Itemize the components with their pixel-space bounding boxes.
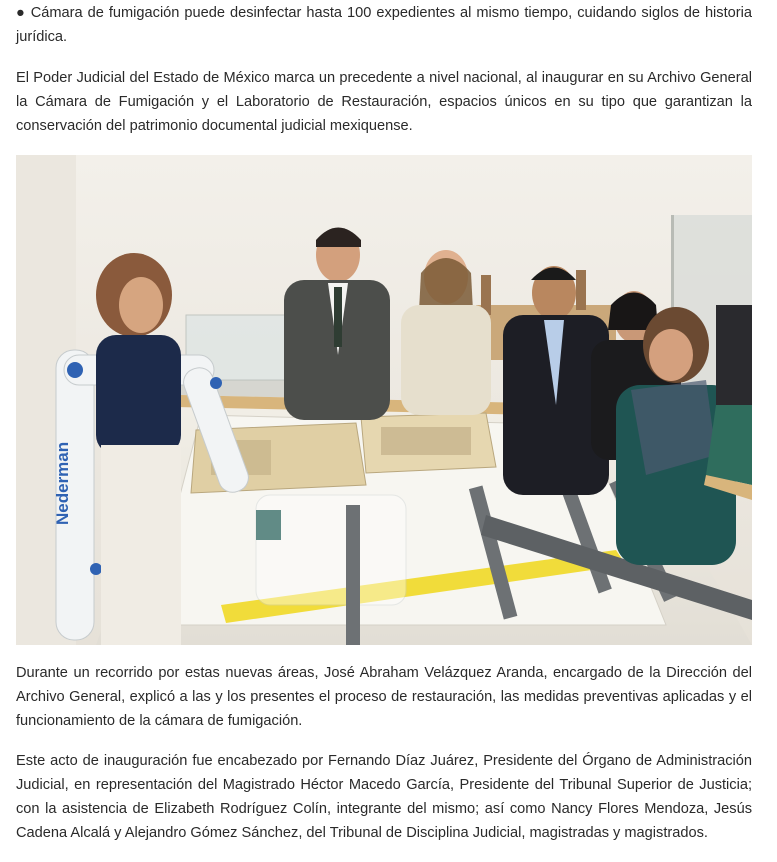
intro-paragraph: El Poder Judicial del Estado de México marca un precedente a nivel nacional, al inaugurar en su Archivo General la Cámara de Fumigación y el Laboratorio de Restauración, espacios únicos en su tipo que garantizan la conservación del patrimonio documental judicial mexiquense.	[16, 70, 752, 134]
attendance-paragraph: Este acto de inauguración fue encabezado por Fernando Díaz Juárez, Presidente del Órgano de Administración Judicial, en representación del Magistrado Héctor Macedo García, Presidente del Tribunal Superior de Justicia; con la asistencia de Elizabeth Rodríguez Colín, integrante del mismo; así como Nancy Flores Mendoza, Jesús Cadena Alcalá y Alejandro Gómez Sánchez, del Tribunal de Disciplina Judicial, magistradas y magistrados.	[16, 753, 752, 841]
arm-brand-label: Nederman	[53, 441, 72, 525]
news-article	[16, 0, 752, 845]
bullet-paragraph: ● Cámara de fumigación puede desinfectar hasta 100 expedientes al mismo tiempo, cuidando siglos de historia jurídica.	[16, 5, 752, 45]
article-photo	[16, 155, 752, 645]
tour-paragraph: Durante un recorrido por estas nuevas áreas, José Abraham Velázquez Aranda, encargado de la Dirección del Archivo General, explicó a las y los presentes el proceso de restauración, las medidas preventivas aplicadas y el funcionamiento de la cámara de fumigación.	[16, 665, 752, 729]
